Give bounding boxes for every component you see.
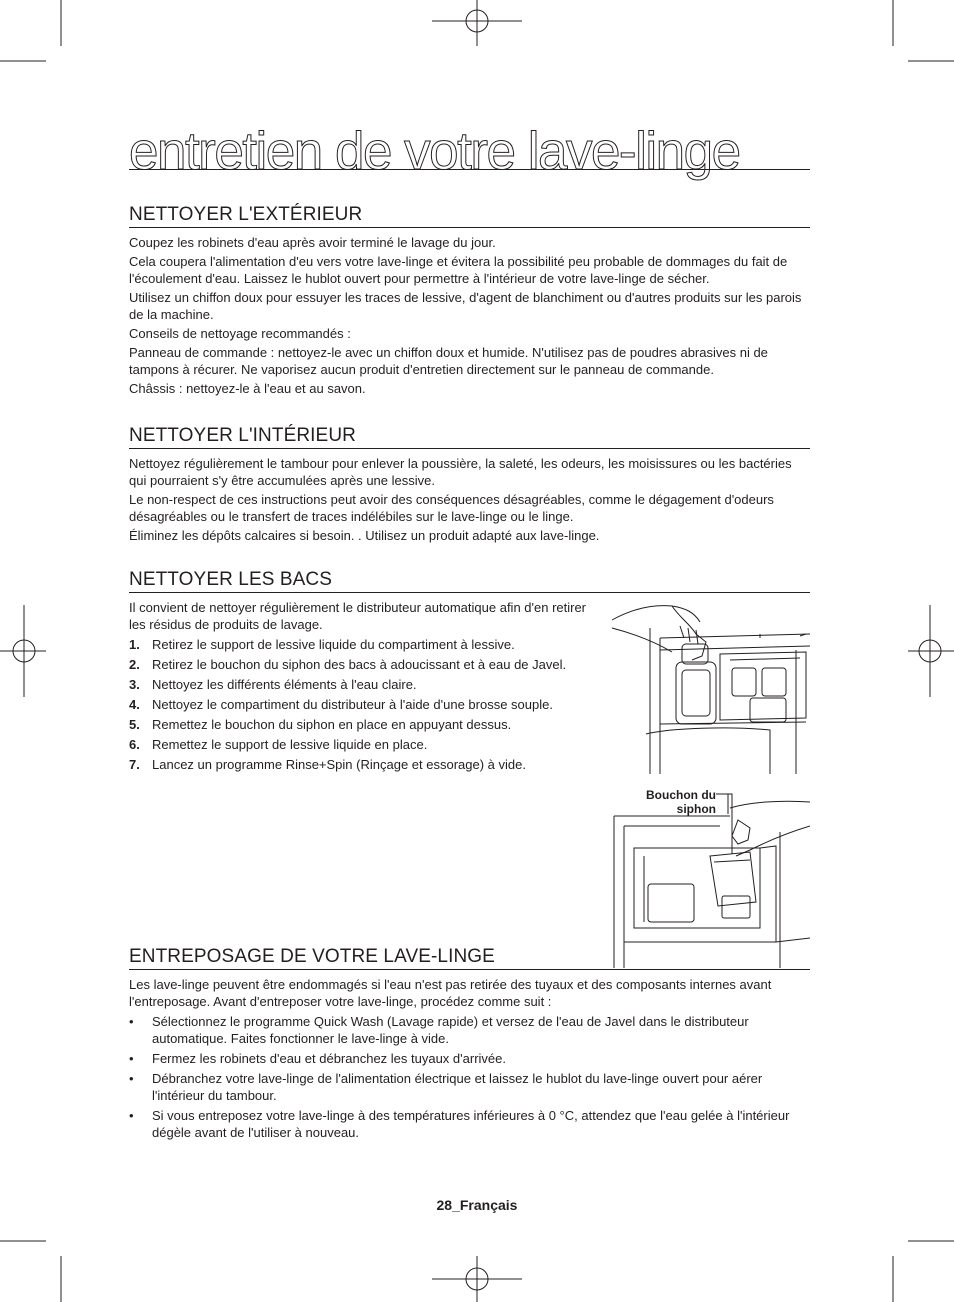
registration-mark-bottom	[432, 1256, 522, 1302]
dispenser-illustration-top	[610, 598, 810, 776]
step-number: 3.	[129, 677, 140, 692]
bullet-dot: •	[129, 1108, 134, 1123]
paragraph: Les lave-linge peuvent être endommagés si l'eau n'est pas retirée des tuyaux et des composants internes avant l'entreposage. Avant d'entreposer votre lave-linge, procédez comme suit :	[129, 977, 772, 1009]
section-body-storage	[129, 976, 810, 1141]
figure-label-siphon-cap: Bouchon du siphon	[646, 788, 716, 816]
section-exterior	[129, 203, 810, 397]
step-item	[129, 636, 599, 653]
bullet-text: Si vous entreposez votre lave-linge à des températures inférieures à 0 °C, attendez que l'eau gelée à l'intérieur dégèle avant de l'utiliser à nouveau.	[152, 1108, 790, 1140]
program-name: Rinse+Spin (Rinçage et essorage)	[285, 757, 485, 772]
step-text: Nettoyez le compartiment du distributeur à l'aide d'une brosse souple.	[152, 697, 553, 712]
step-item	[129, 656, 599, 673]
bullet-item	[129, 1107, 810, 1141]
section-interior	[129, 424, 810, 544]
step-text: Remettez le bouchon du siphon en place en appuyant dessus.	[152, 717, 512, 732]
step-item	[129, 696, 599, 713]
registration-mark-right	[908, 605, 954, 697]
step-text-after: à vide.	[484, 757, 526, 772]
step-text-before: Lancez un programme	[152, 757, 286, 772]
step-number: 6.	[129, 737, 140, 752]
bullet-item	[129, 1013, 810, 1047]
step-text: Retirez le support de lessive liquide du compartiment à lessive.	[152, 637, 515, 652]
bullet-text: Débranchez votre lave-linge de l'alimentation électrique et laissez le hublot du lave-linge ouvert pour aérer l'intérieur du tambour.	[152, 1071, 763, 1103]
step-number: 2.	[129, 657, 140, 672]
paragraph: Panneau de commande : nettoyez-le avec un chiffon doux et humide. N'utilisez pas de poudres abrasives ni de tampons à récurer. Ne vaporisez aucun produit d'entretien directement sur le panneau de commande.	[129, 345, 768, 377]
section-heading-interior: NETTOYER L'INTÉRIEUR	[129, 424, 810, 449]
step-item	[129, 676, 599, 693]
step-text: Remettez le support de lessive liquide en place.	[152, 737, 428, 752]
paragraph: Coupez les robinets d'eau après avoir terminé le lavage du jour.	[129, 235, 496, 250]
paragraph: Éliminez les dépôts calcaires si besoin. . Utilisez un produit adapté aux lave-linge.	[129, 528, 600, 543]
bullet-text: Fermez les robinets d'eau et débranchez les tuyaux d'arrivée.	[152, 1051, 506, 1066]
page-footer: 28_Français	[436, 1197, 518, 1213]
paragraph: Il convient de nettoyer régulièrement le distributeur automatique afin d'en retirer les résidus de produits de lavage.	[129, 600, 587, 632]
bullet-item	[129, 1050, 810, 1067]
step-text: Retirez le bouchon du siphon des bacs à adoucissant et à eau de Javel.	[152, 657, 567, 672]
section-body-trays	[129, 599, 599, 773]
title-rule	[129, 169, 810, 170]
section-storage	[129, 945, 810, 1141]
paragraph: Conseils de nettoyage recommandés :	[129, 326, 351, 341]
section-body-interior	[129, 455, 810, 544]
bullet-list	[129, 1013, 810, 1141]
section-heading-trays: NETTOYER LES BACS	[129, 568, 810, 593]
step-item	[129, 736, 599, 753]
step-number: 5.	[129, 717, 140, 732]
registration-mark-top	[432, 0, 522, 46]
step-number: 7.	[129, 757, 140, 772]
dispenser-illustration-bottom	[610, 792, 810, 968]
bullet-dot: •	[129, 1051, 134, 1066]
section-body-exterior	[129, 234, 810, 397]
paragraph: Nettoyez régulièrement le tambour pour enlever la poussière, la saleté, les odeurs, les moisissures ou les bactéries qui pourraient s'y être accumulées après une lessive.	[129, 456, 792, 488]
paragraph: Châssis : nettoyez-le à l'eau et au savon.	[129, 381, 366, 396]
paragraph: Utilisez un chiffon doux pour essuyer les traces de lessive, d'agent de blanchiment ou d'autres produits sur les parois de la machine.	[129, 290, 802, 322]
step-number: 1.	[129, 637, 140, 652]
section-heading-exterior: NETTOYER L'EXTÉRIEUR	[129, 203, 810, 228]
step-number: 4.	[129, 697, 140, 712]
paragraph: Cela coupera l'alimentation d'eu vers votre lave-linge et évitera la possibilité peu probable de dommages du fait de l'écoulement d'eau. Laissez le hublot ouvert pour permettre à l'intérieur de votre lave-linge de sécher.	[129, 254, 788, 286]
step-item	[129, 716, 599, 733]
steps-list	[129, 636, 599, 773]
registration-mark-left	[0, 605, 46, 697]
step-item	[129, 756, 599, 773]
paragraph: Le non-respect de ces instructions peut avoir des conséquences désagréables, comme le dégagement d'odeurs désagréables ou le transfert de traces indélébiles sur le lave-linge ou le linge.	[129, 492, 774, 524]
bullet-dot: •	[129, 1014, 134, 1029]
page-title: entretien de votre lave-linge	[129, 122, 740, 181]
section-heading-storage: ENTREPOSAGE DE VOTRE LAVE-LINGE	[129, 945, 810, 970]
bullet-item	[129, 1070, 810, 1104]
bullet-dot: •	[129, 1071, 134, 1086]
bullet-text: Sélectionnez le programme Quick Wash (Lavage rapide) et versez de l'eau de Javel dans le distributeur automatique. Faites fonctionner le lave-linge à vide.	[152, 1014, 749, 1046]
step-text: Nettoyez les différents éléments à l'eau claire.	[152, 677, 417, 692]
